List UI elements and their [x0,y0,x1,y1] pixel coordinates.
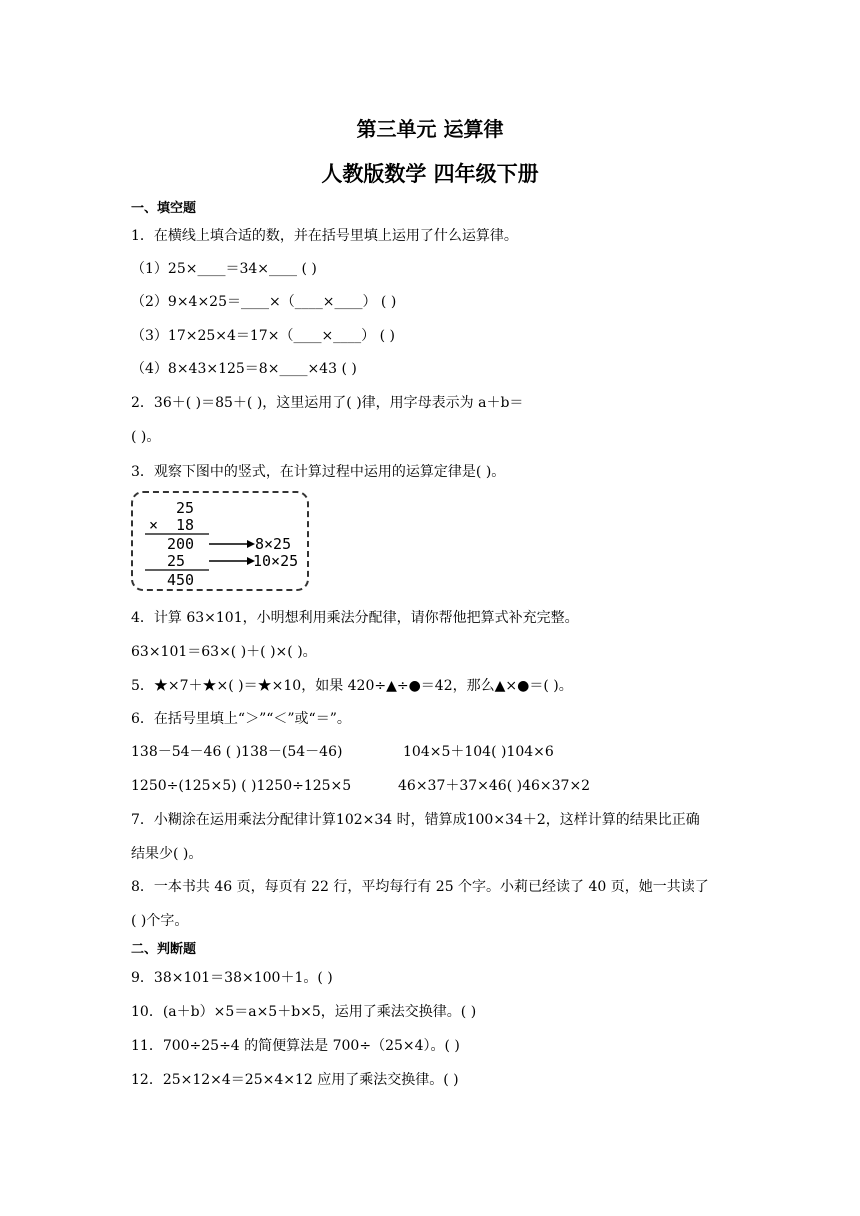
section-judge-heading: 二、判断题 [131,942,197,957]
figure-partial-1: 200 [167,535,195,553]
figure-multiplier: 18 [176,516,195,534]
q8-line-2: ( )个字。 [131,913,189,929]
q1-item-1: （1）25×____＝34×____ ( ) [131,261,317,277]
q1-item-4: （4）8×43×125＝8×____×43 ( ) [131,361,357,377]
figure-times-sign: × [149,516,159,534]
q1-stem: 1．在横线上填合适的数，并在括号里填上运用了什么运算律。 [131,228,518,244]
q11-statement: 11．700÷25÷4 的简便算法是 700÷（25×4）。( ) [131,1038,460,1054]
q10-statement: 10．(a＋b）×5＝a×5＋b×5，运用了乘法交换律。( ) [131,1004,477,1020]
q12-statement: 12．25×12×4＝25×4×12 应用了乘法交换律。( ) [131,1072,459,1088]
q4-equation: 63×101＝63×( )＋( )×( )。 [131,644,317,660]
q2-line-1: 2．36＋( )＝85＋( )，这里运用了( )律，用字母表示为 a＋b＝ [131,395,524,411]
q6-compare-4: 46×37＋37×46( )46×37×2 [398,778,591,794]
vertical-multiplication-figure [131,491,309,591]
figure-label-2: 10×25 [253,552,299,570]
q8-line-1: 8．一本书共 46 页，每页有 22 行，平均每行有 25 个字。小莉已经读了 40 页，她一共读了 [131,879,709,895]
figure-arrowhead-1 [247,540,255,548]
page-title: 第三单元 运算律 [356,117,504,141]
q6-compare-2: 104×5＋104( )104×6 [403,744,554,760]
q7-line-1: 7．小糊涂在运用乘法分配律计算102×34 时，错算成100×34＋2，这样计算的结果比正确 [131,812,700,828]
q5-line: 5．★×7＋★×( )＝★×10，如果 420÷▲÷●＝42，那么▲×●＝( )。 [131,678,573,694]
q1-item-3: （3）17×25×4＝17×（____×____） ( ) [131,328,396,344]
q6-compare-3: 1250÷(125×5) ( )1250÷125×5 [131,778,352,794]
figure-partial-2: 25 [167,552,186,570]
section-fill-heading: 一、填空题 [131,201,197,216]
q9-statement: 9．38×101＝38×100＋1。( ) [131,970,333,986]
figure-result: 450 [167,571,195,589]
page-subtitle: 人教版数学 四年级下册 [321,162,539,186]
figure-label-1: 8×25 [255,535,292,553]
q4-stem: 4．计算 63×101，小明想利用乘法分配律，请你帮他把算式补充完整。 [131,610,579,626]
q1-item-2: （2）9×4×25＝____×（____×____） ( ) [131,294,397,310]
q3-stem: 3．观察下图中的竖式，在计算过程中运用的运算定律是( )。 [131,464,506,480]
q6-compare-1: 138－54－46 ( )138－(54－46) [131,744,343,760]
figure-multiplicand: 25 [176,499,195,517]
q2-line-2: ( )。 [131,429,161,445]
q7-line-2: 结果少( )。 [131,846,203,862]
q6-stem: 6．在括号里填上“＞”“＜”或“＝”。 [131,711,351,727]
